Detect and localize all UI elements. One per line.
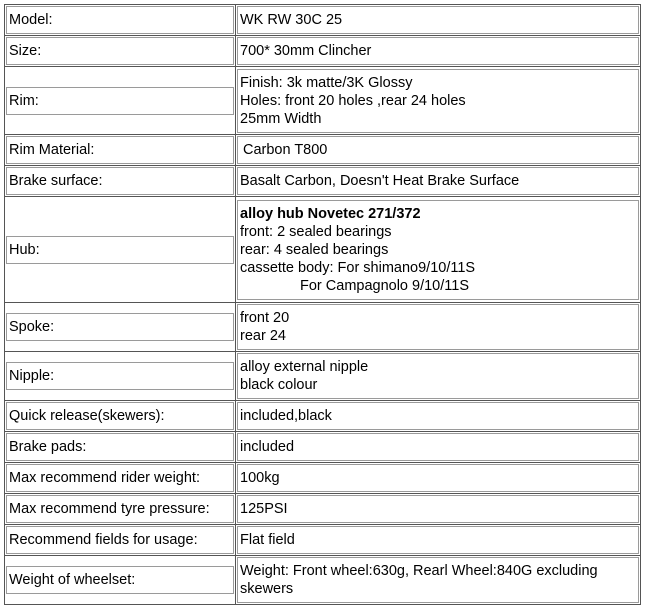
row-value-line: Weight: Front wheel:630g, Rearl Wheel:840G excluding	[240, 563, 598, 579]
row-value: 700* 30mm Clincher	[240, 43, 372, 59]
row-value-line: front 20	[240, 310, 290, 326]
table-row	[5, 525, 641, 556]
row-value: included	[240, 439, 295, 455]
table-row	[5, 494, 641, 525]
table-row	[5, 135, 641, 166]
row-label: Rim:	[9, 92, 39, 109]
spec-table	[4, 4, 641, 605]
table-row	[5, 67, 641, 135]
table-row	[5, 36, 641, 67]
row-value: 100kg	[240, 470, 280, 486]
row-label: Model:	[9, 12, 53, 28]
row-value-line: For Campagnolo 9/10/11S	[300, 277, 470, 294]
row-value-line: rear 24	[240, 328, 286, 344]
table-row	[5, 401, 641, 432]
row-value: Carbon T800	[243, 142, 328, 158]
table-row	[5, 303, 641, 352]
table-row	[5, 5, 641, 36]
row-value-line: 25mm Width	[240, 110, 322, 127]
row-value-line: rear: 4 sealed bearings	[240, 241, 389, 258]
row-label: Brake surface:	[9, 173, 103, 189]
table-row	[5, 463, 641, 494]
table-row	[5, 432, 641, 463]
row-label: Recommend fields for usage:	[9, 532, 198, 548]
row-value-line: cassette body: For shimano9/10/11S	[240, 259, 476, 276]
row-label: Nipple:	[9, 368, 55, 384]
row-value-line: Finish: 3k matte/3K Glossy	[240, 74, 413, 91]
table-row	[5, 352, 641, 401]
row-label: Max recommend rider weight:	[9, 470, 200, 486]
row-value: Basalt Carbon, Doesn't Heat Brake Surface	[240, 173, 520, 189]
row-value: 125PSI	[240, 501, 288, 517]
table-row	[5, 556, 641, 605]
row-value-line: black colour	[240, 377, 318, 393]
row-label: Max recommend tyre pressure:	[9, 501, 210, 517]
table-row	[5, 197, 641, 303]
row-value: included,black	[240, 408, 332, 424]
row-value: Flat field	[240, 532, 295, 548]
row-label: Weight of wheelset:	[9, 572, 136, 588]
row-value-line: Holes: front 20 holes ,rear 24 holes	[240, 92, 466, 109]
row-value-line: front: 2 sealed bearings	[240, 223, 392, 240]
row-value-line: alloy external nipple	[240, 359, 369, 375]
row-value: WK RW 30C 25	[240, 12, 343, 28]
row-label: Spoke:	[9, 319, 55, 335]
row-label: Hub:	[9, 241, 40, 258]
row-label: Brake pads:	[9, 439, 87, 455]
table-row	[5, 166, 641, 197]
row-value-line: skewers	[240, 581, 294, 597]
row-label: Quick release(skewers):	[9, 408, 165, 424]
row-label: Rim Material:	[9, 142, 95, 158]
row-value-line: alloy hub Novetec 271/372	[240, 205, 421, 222]
row-label: Size:	[9, 43, 42, 59]
